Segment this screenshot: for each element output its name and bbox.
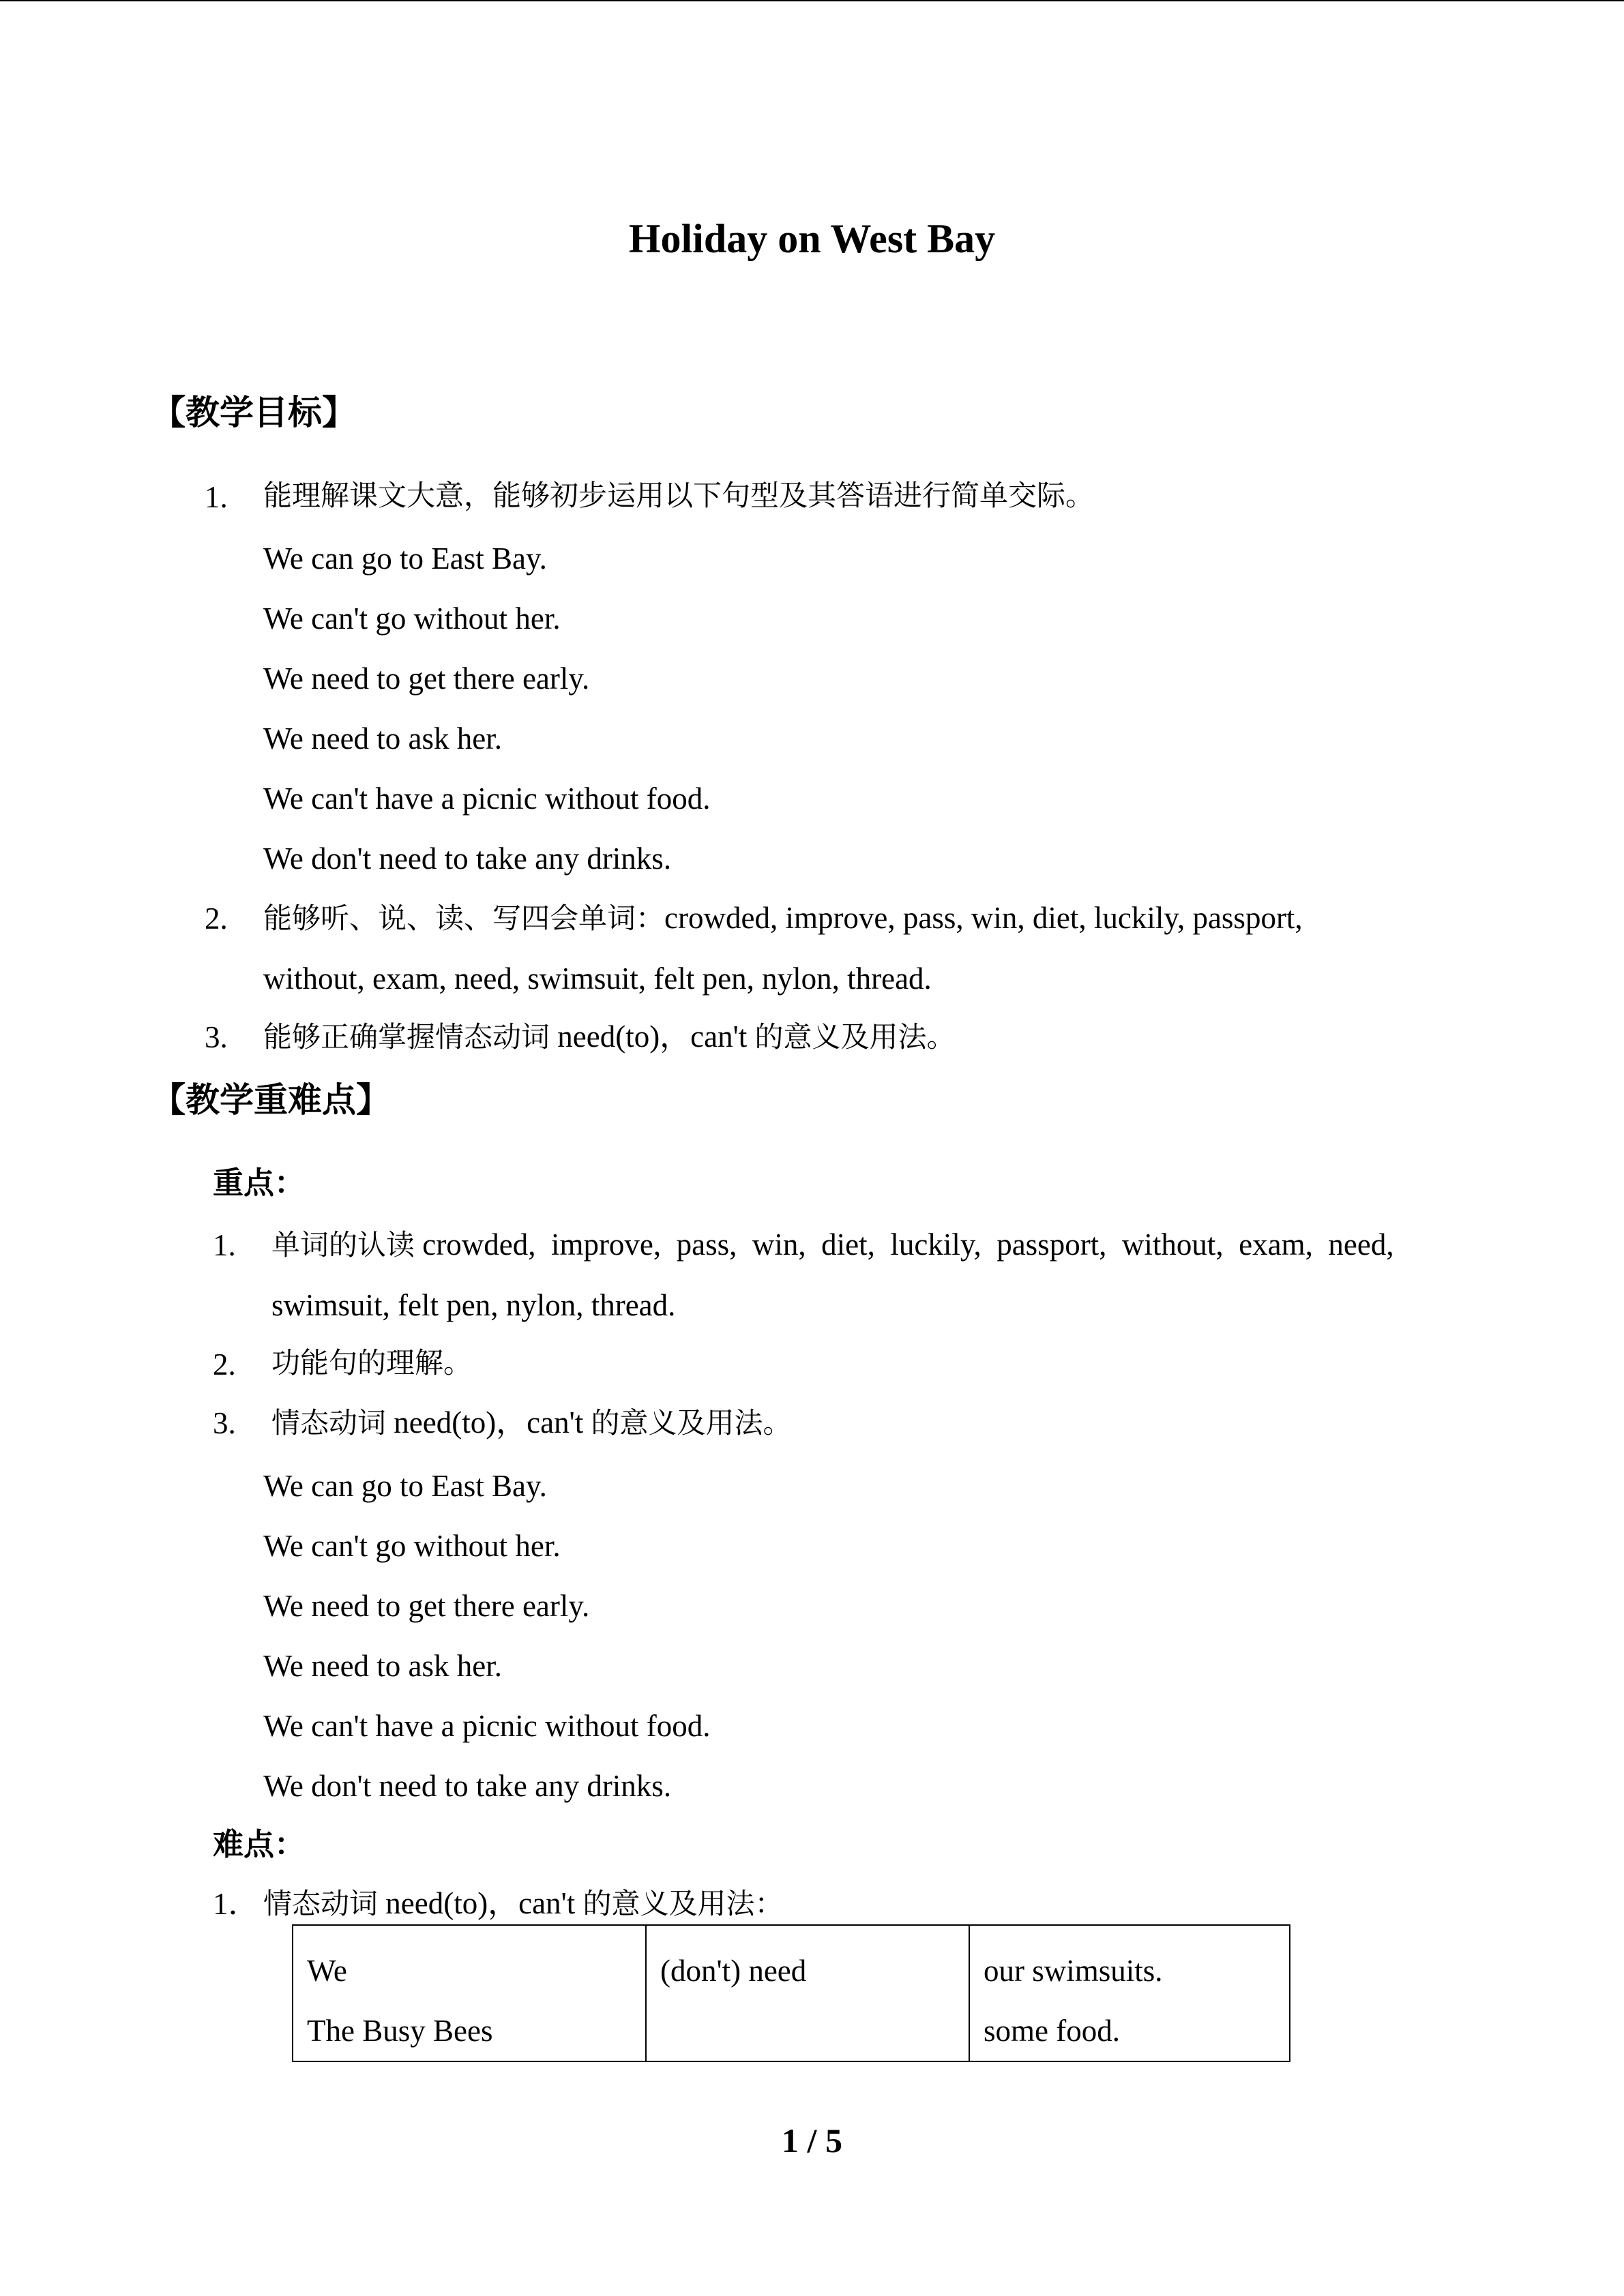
- objective-sentence: We can't go without her.: [263, 601, 561, 636]
- table-cell-line: our swimsuits.: [984, 1954, 1163, 1988]
- objective-1-number: 1.: [205, 480, 228, 514]
- objective-sentence: We can go to East Bay.: [263, 541, 547, 576]
- key-1-line1: 单词的认读 crowded, improve, pass, win, diet, luckily, passport, without, exam, need,: [271, 1227, 1394, 1262]
- table-cell-object: [969, 1925, 1290, 2061]
- objective-sentence: We can't have a picnic without food.: [263, 781, 711, 816]
- key-1-line2: swimsuit, felt pen, nylon, thread.: [271, 1288, 676, 1322]
- key-sentence: We can't have a picnic without food.: [263, 1709, 711, 1743]
- table-cell-subject: [293, 1925, 646, 2061]
- key-2-number: 2.: [213, 1347, 236, 1382]
- objective-3-number: 3.: [205, 1020, 228, 1054]
- table-row: [293, 1925, 1290, 2061]
- key-sentence: We need to get there early.: [263, 1589, 590, 1623]
- table-cell-line: (don't) need: [660, 1954, 807, 1988]
- objective-3-text: 能够正确掌握情态动词 need(to)，can't 的意义及用法。: [263, 1019, 956, 1054]
- section-heading-objectives: 【教学目标】: [151, 393, 356, 432]
- objective-2-cn: 能够听、说、读、写四会单词：: [263, 901, 665, 935]
- objective-sentence: We need to get there early.: [263, 661, 590, 696]
- difficult-1-number: 1．: [213, 1887, 259, 1921]
- objective-sentence: We don't need to take any drinks.: [263, 841, 672, 876]
- key-sentence: We don't need to take any drinks.: [263, 1769, 672, 1803]
- key-sentence: We can't go without her.: [263, 1529, 561, 1563]
- key-2-text: 功能句的理解。: [271, 1346, 473, 1380]
- objective-2-line2: without, exam, need, swimsuit, felt pen, nylon, thread.: [263, 961, 932, 996]
- key-1-number: 1.: [213, 1228, 236, 1262]
- objective-2-number: 2.: [205, 901, 228, 936]
- section-heading-keypoints: 【教学重难点】: [151, 1080, 390, 1120]
- page-number: 1 / 5: [782, 2121, 842, 2160]
- table-cell-line: some food.: [984, 2014, 1120, 2048]
- key-3-number: 3.: [213, 1406, 236, 1440]
- key-sentence: We can go to East Bay.: [263, 1469, 547, 1503]
- objective-2-line1: [263, 903, 1303, 934]
- difficult-1-text: 情态动词 need(to)，can't 的意义及用法：: [263, 1886, 784, 1920]
- difficult-points-label: 难点：: [213, 1826, 306, 1862]
- key-points-label: 重点：: [213, 1165, 306, 1201]
- key-sentence: We need to ask her.: [263, 1649, 503, 1683]
- objective-2-words: crowded, improve, pass, win, diet, luckily, passport,: [664, 901, 1303, 935]
- grammar-table: [292, 1924, 1290, 2062]
- table-cell-verb: [646, 1925, 969, 2061]
- key-3-text: 情态动词 need(to)，can't 的意义及用法。: [271, 1405, 792, 1440]
- table-cell-line: We: [307, 1954, 347, 1988]
- table-cell-line: The Busy Bees: [307, 2014, 493, 2048]
- objective-1-text: 能理解课文大意，能够初步运用以下句型及其答语进行简单交际。: [263, 479, 1095, 512]
- objective-sentence: We need to ask her.: [263, 721, 503, 756]
- document-title: Holiday on West Bay: [628, 216, 996, 261]
